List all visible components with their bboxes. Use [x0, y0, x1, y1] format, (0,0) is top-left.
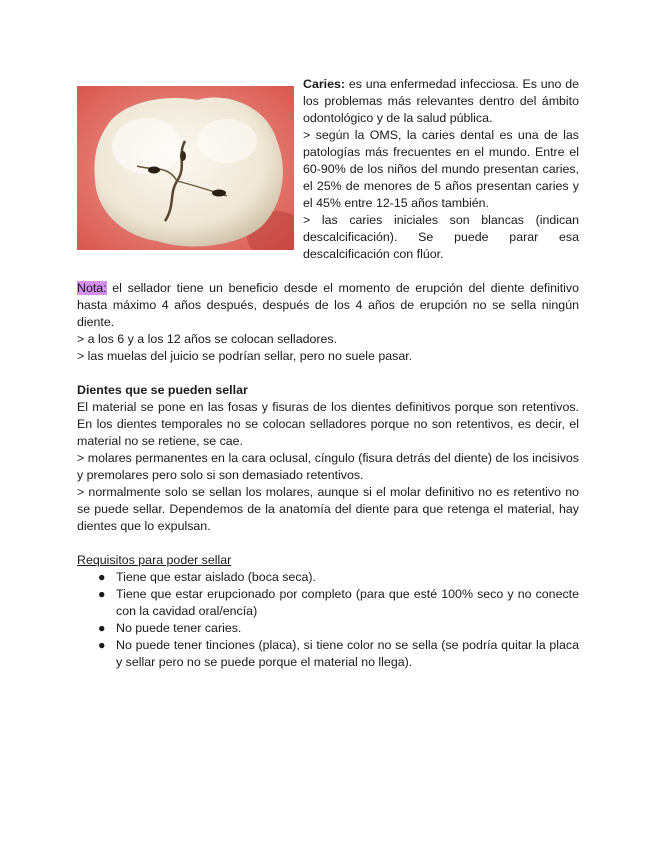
dientes-para-molares: > molares permanentes en la cara oclusal, cíngulo (fisura detrás del diente) de los incisivos y premolares pero solo si son demasiado retentivos.	[77, 451, 579, 482]
main-body	[77, 280, 579, 671]
caries-point-iniciales: > las caries iniciales son blancas (indican descalcificación). Se puede parar esa descalcificación con flúor.	[303, 213, 579, 261]
caries-term: Caries:	[303, 77, 346, 91]
dientes-heading: Dientes que se pueden sellar	[77, 383, 248, 397]
bullet-icon: ●	[98, 621, 106, 635]
requisitos-list	[77, 569, 579, 671]
caries-def: es una enfermedad infecciosa. Es uno de los problemas más relevantes dentro del ámbito odontológico y de la salud pública.	[303, 77, 579, 125]
dientes-para-normalmente: > normalmente solo se sellan los molares, aunque si el molar definitivo no es retentivo no se puede sellar. Dependemos de la anatomía del diente para que retenga el material, hay dientes que lo expulsan.	[77, 485, 579, 533]
intro-section	[77, 76, 579, 266]
caries-definition	[303, 76, 579, 127]
list-item: ● No puede tener tinciones (placa), si tiene color no se sella (se podría quitar la placa y sellar pero no se puede porque el material no llega).	[98, 638, 579, 669]
bullet-icon: ●	[98, 587, 106, 601]
requisitos-heading: Requisitos para poder sellar	[77, 553, 232, 567]
nota-label: Nota:	[77, 281, 107, 295]
bullet-icon: ●	[98, 570, 106, 584]
caries-point-oms: > según la OMS, la caries dental es una de las patologías más frecuentes en el mundo. Entre el 60-90% de los niños del mundo presentan caries, el 25% de menores de 5 años presentan caries y el 45% entre 12-15 años también.	[303, 128, 579, 210]
list-item: ● Tiene que estar erupcionado por completo (para que esté 100% seco y no conecte con la cavidad oral/encía)	[98, 587, 579, 618]
bullet-icon: ●	[98, 638, 106, 652]
nota-line-muelas: > las muelas del juicio se podrían sellar, pero no suele pasar.	[77, 349, 413, 363]
molar-caries-photo	[77, 86, 294, 250]
nota-line-ages: > a los 6 y a los 12 años se colocan selladores.	[77, 332, 338, 346]
nota-paragraph	[77, 280, 579, 331]
list-item: ● Tiene que estar aislado (boca seca).	[98, 570, 316, 584]
dientes-para-material: El material se pone en las fosas y fisuras de los dientes definitivos porque son retentivos. En los dientes temporales no se colocan selladores porque no son retentivos, es decir, el material no se retiene, se cae.	[77, 400, 579, 448]
list-item: ● No puede tener caries.	[98, 621, 242, 635]
nota-text: el sellador tiene un beneficio desde el momento de erupción del diente definitivo hasta máximo 4 años después, después de los 4 años de erupción no se sella ningún diente.	[77, 281, 579, 329]
intro-text	[303, 76, 579, 263]
